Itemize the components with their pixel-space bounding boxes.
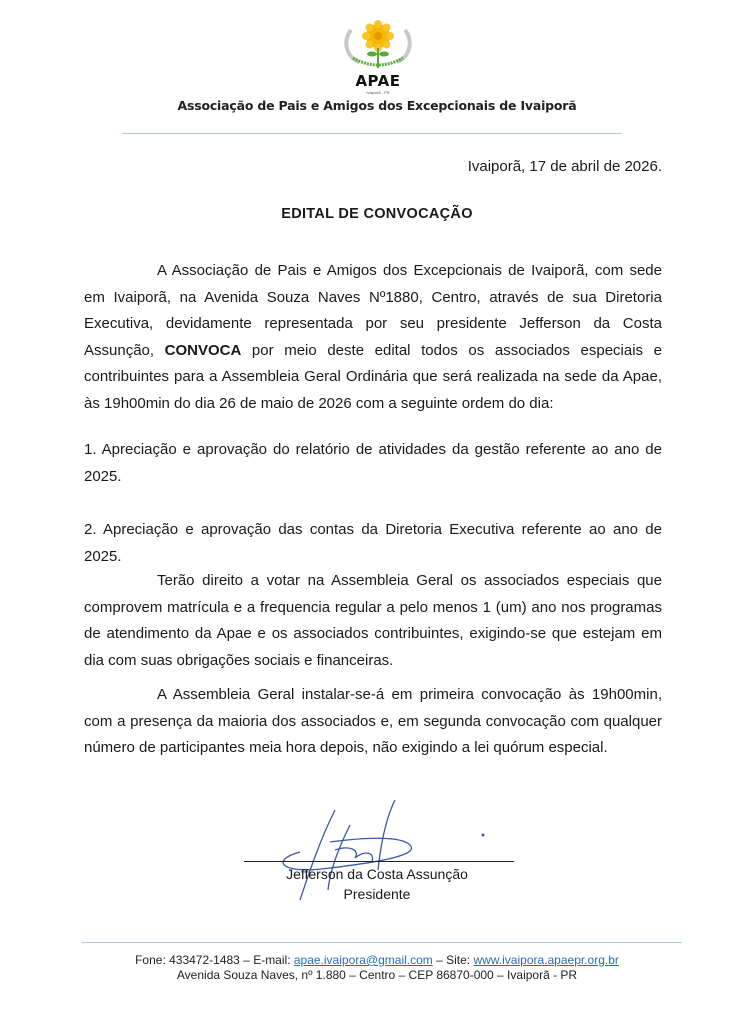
signature-line bbox=[244, 861, 514, 862]
footer-site-label: – Site: bbox=[432, 953, 474, 967]
date-line: Ivaiporã, 17 de abril de 2026. bbox=[467, 158, 662, 175]
paragraph-intro bbox=[84, 258, 662, 417]
agenda-item-1: 1. Apreciação e aprovação do relatório de atividades da gestão referente ao ano de 2025. bbox=[84, 441, 662, 485]
agenda-item-2: 2. Apreciação e aprovação das contas da Diretoria Executiva referente ao ano de 2025. bbox=[84, 521, 662, 565]
signatory-name: Jefferson da Costa Assunção bbox=[286, 866, 468, 882]
organization-name: Associação de Pais e Amigos dos Excepcionais de Ivaiporã bbox=[177, 98, 577, 113]
flower-hands-icon bbox=[337, 20, 419, 74]
footer-contact bbox=[0, 953, 754, 967]
apae-logo bbox=[337, 20, 419, 95]
convoca-bold: CONVOCA bbox=[164, 341, 242, 359]
site-link[interactable]: www.ivaipora.apaepr.org.br bbox=[473, 953, 619, 967]
footer-address: Avenida Souza Naves, nº 1.880 – Centro – CEP 86870-000 – Ivaiporã - PR bbox=[176, 968, 578, 982]
signatory-role: Presidente bbox=[343, 886, 411, 902]
header-divider bbox=[122, 133, 622, 134]
footer-divider bbox=[82, 942, 682, 943]
logo-subtext: Ivaiporã - PR bbox=[366, 90, 390, 95]
document-title: EDITAL DE CONVOCAÇÃO bbox=[281, 206, 473, 222]
logo-text: APAE bbox=[355, 72, 401, 90]
email-link[interactable]: apae.ivaipora@gmail.com bbox=[293, 953, 433, 967]
intro-text-1: A Associação de Pais e Amigos dos Excepcionais de Ivaiporã, com sede em Ivaiporã, na Avenida Souza Naves Nº1880, Centro, através de sua Diretoria Executiva, devidamente representada por seu presidente Jefferson da Costa Assunção, bbox=[84, 262, 662, 359]
intro-text-2: por meio deste edital todos os associados especiais e contribuintes para a Assembleia Geral Ordinária que será realizada na sede da Apae, às 19h00min do dia 26 de maio de 2026 com a seguinte ordem do dia: bbox=[84, 341, 662, 412]
paragraph-voting-rights: Terão direito a votar na Assembleia Geral os associados especiais que comprovem matrícula e a frequencia regular a pelo menos 1 (um) ano nos programas de atendimento da Apae e os associados contribuintes, exigindo-se que estejam em dia com suas obrigações sociais e financeiras. bbox=[84, 572, 662, 669]
footer-phone: Fone: 433472-1483 – E-mail: bbox=[135, 953, 294, 967]
paragraph-quorum: A Assembleia Geral instalar-se-á em primeira convocação às 19h00min, com a presença da maioria dos associados e, em segunda convocação com qualquer número de participantes meia hora depois, não exigindo a lei quórum especial. bbox=[84, 686, 662, 756]
